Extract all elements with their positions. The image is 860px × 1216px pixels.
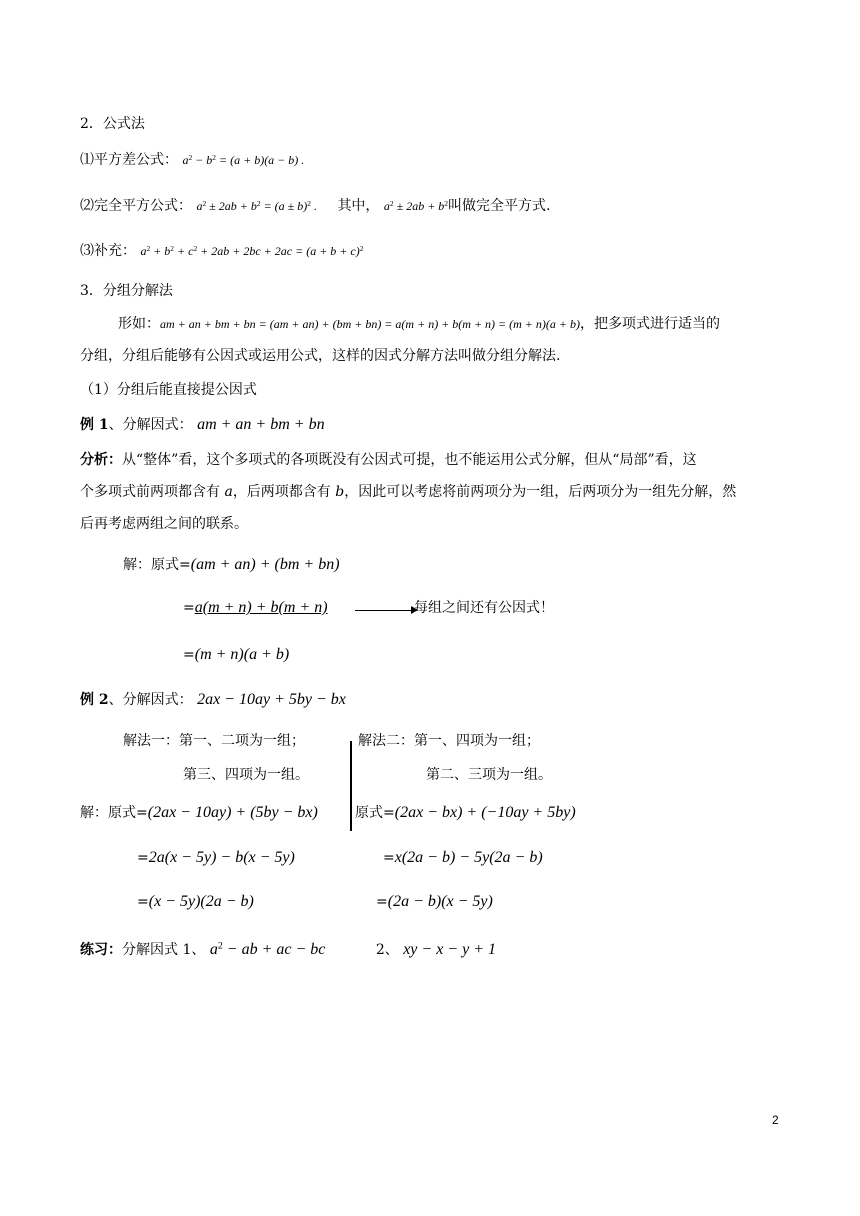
formula-tail-text: 叫做完全平方式. [448,198,551,214]
analysis-line-1: 分析：从“整体”看，这个多项式的各项既没有公因式可提，也不能运用公式分解，但从“局部”看，这 [80,452,697,468]
practice-line: 练习：分解因式 1、 $a^2$ − ab + ac − bc 2、 xy − x − y + 1 [80,940,496,958]
formula-expression: $a^2 + b^2 + c^2 + 2ab + 2bc + 2ac = (a + b + c)^2$ [140,243,364,258]
intro-line-2: 分组，分组后能够有公因式或运用公式，这样的因式分解方法叫做分组分解法. [80,348,561,364]
method-1-line-2: 第三、四项为一组。 [183,767,309,783]
formula-label: ⑴平方差公式： [80,152,178,168]
method-1-step-3: =(x − 5y)(2a − b) [137,893,254,910]
formula-label: ⑶补充： [80,243,136,259]
formula-expression-2: $a^2 \pm 2ab + b^2$ [383,198,449,213]
method-2-step-3: =(2a − b)(x − 5y) [376,893,493,910]
formula-expression: $a^2 - b^2 = (a + b)(a - b)$ . [182,152,305,167]
example-1-solution-step-2: =a(m + n) + b(m + n) [183,599,328,616]
example-1-formula: am + an + bm + bn [197,416,325,433]
subheading-group-common-factor: （1）分组后能直接提公因式 [80,382,257,398]
formula-expression: $a^2 \pm 2ab + b^2 = (a \pm b)^2$ . [196,198,317,213]
example-1-title: 例 1、分解因式： am + an + bm + bn [80,416,325,433]
example-2-formula: 2ax − 10ay + 5by − bx [197,691,346,708]
formula-difference-of-squares [80,150,304,170]
example-1-solution-step-3: =(m + n)(a + b) [183,646,290,663]
method-1-line-1: 解法一：第一、二项为一组； [123,733,305,749]
method-1-step-1: 解：原式=(2ax − 10ay) + (5by − bx) [80,804,318,821]
method-2-step-1: 原式=(2ax − bx) + (−10ay + 5by) [355,804,576,821]
example-2-title: 例 2、分解因式： 2ax − 10ay + 5by − bx [80,691,346,708]
method-divider [350,741,352,831]
method-2-line-2: 第二、三项为一组。 [426,767,552,783]
formula-label: ⑵完全平方公式： [80,198,192,214]
practice-problem-1: $a^2$ − ab + ac − bc [209,940,326,958]
method-2-step-2: =x(2a − b) − 5y(2a − b) [383,849,543,866]
method-2-line-1: 解法二：第一、四项为一组； [358,733,540,749]
arrow-line [355,610,413,611]
section-3-heading: 3．分组分解法 [80,283,173,299]
formula-perfect-square [80,196,550,216]
analysis-line-2: 个多项式前两项都含有 a，后两项都含有 b，因此可以考虑将前两项分为一组，后两项分为一组先分解，然 [80,484,737,500]
practice-problem-2: xy − x − y + 1 [403,941,496,958]
intro-formula: am + an + bm + bn = (am + an) + (bm + bn) = a(m + n) + b(m + n) = (m + n)(a + b) [160,317,580,331]
method-1-step-2: =2a(x − 5y) − b(x − 5y) [137,849,295,866]
intro-line-1: 形如：am + an + bm + bn = (am + an) + (bm + bn) = a(m + n) + b(m + n) = (m + n)(a + b)，把多项式进行适当的 [118,316,720,332]
formula-mid-text: 其中， [337,198,380,214]
example-1-solution-step-1: 解：原式=(am + an) + (bm + bn) [123,556,340,573]
example-1-note: 每组之间还有公因式！ [414,600,554,616]
section-2-heading: 2．公式法 [80,116,145,132]
formula-supplement [80,241,363,261]
page-number: 2 [772,1113,779,1127]
analysis-line-3: 后再考虑两组之间的联系。 [80,516,248,532]
